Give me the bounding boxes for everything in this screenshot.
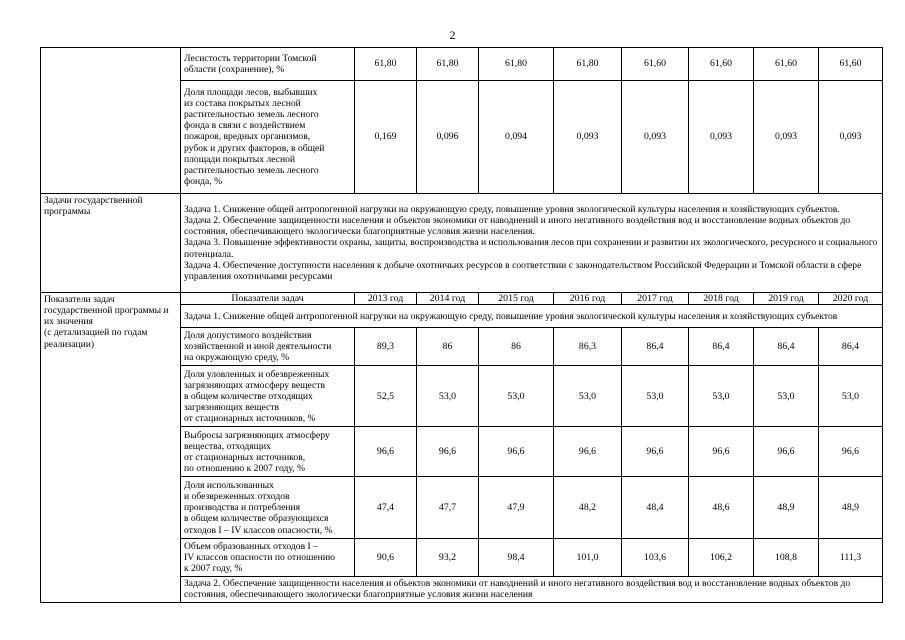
indicator-name: Доля использованных и обезвреженных отходов производства и потребления в общем количестве образующихся отходов I – IV классов опасности, % [181, 477, 355, 539]
value-cell: 86,4 [819, 328, 883, 366]
value-cell: 108,8 [754, 539, 819, 577]
value-cell: 96,6 [479, 427, 554, 477]
value-cell: 89,3 [355, 328, 417, 366]
value-cell: 93,2 [417, 539, 479, 577]
value-cell: 0,096 [417, 81, 479, 194]
value-cell: 47,7 [417, 477, 479, 539]
value-cell: 53,0 [479, 366, 554, 427]
indicator-name: Лесистость территории Томской области (сохранение), % [181, 48, 355, 81]
indicator-name: Доля площади лесов, выбывших из состава покрытых лесной растительностью земель лесного фонда в связи с воздействием пожаров, вредных организмов, рубок и других факторов, в общей площади покрытых лесной растительностью земель лесного фонда, % [181, 81, 355, 194]
value-cell: 96,6 [819, 427, 883, 477]
value-cell: 53,0 [622, 366, 689, 427]
program-table [40, 47, 883, 603]
value-cell: 96,6 [554, 427, 622, 477]
value-cell: 111,3 [819, 539, 883, 577]
value-cell: 0,093 [622, 81, 689, 194]
value-cell: 0,093 [689, 81, 754, 194]
value-cell: 96,6 [754, 427, 819, 477]
value-cell: 86 [417, 328, 479, 366]
value-cell: 48,9 [819, 477, 883, 539]
year-header: 2018 год [689, 293, 754, 305]
empty-section-cell [41, 48, 181, 194]
value-cell: 48,4 [622, 477, 689, 539]
table-row [41, 48, 883, 81]
year-header: 2014 год [417, 293, 479, 305]
value-cell: 53,0 [689, 366, 754, 427]
value-cell: 61,80 [479, 48, 554, 81]
page-number: 2 [449, 28, 456, 42]
value-cell: 96,6 [355, 427, 417, 477]
value-cell: 0,093 [754, 81, 819, 194]
header-row [41, 293, 883, 305]
value-cell: 96,6 [689, 427, 754, 477]
value-cell: 48,6 [689, 477, 754, 539]
value-cell: 0,169 [355, 81, 417, 194]
value-cell: 53,0 [554, 366, 622, 427]
value-cell: 61,60 [754, 48, 819, 81]
value-cell: 61,80 [554, 48, 622, 81]
value-cell: 61,60 [819, 48, 883, 81]
value-cell: 86,3 [554, 328, 622, 366]
value-cell: 0,093 [819, 81, 883, 194]
task-item: Задача 2. Обеспечение защищенности населения и объектов экономики от наводнений и иного негативного воздействия вод и восстановление водных объектов до состояния, обеспечивающего экологически благоприятные условия жизни населения. [184, 215, 851, 238]
value-cell: 61,80 [417, 48, 479, 81]
year-header: 2016 год [554, 293, 622, 305]
indicator-name: Доля допустимого воздействия хозяйственной и иной деятельности на окружающую среду, % [181, 328, 355, 366]
value-cell: 47,4 [355, 477, 417, 539]
year-header: 2017 год [622, 293, 689, 305]
value-cell: 53,0 [754, 366, 819, 427]
value-cell: 52,5 [355, 366, 417, 427]
value-cell: 48,9 [754, 477, 819, 539]
tasks-row [41, 194, 883, 293]
year-header: 2013 год [355, 293, 417, 305]
section-label-tasks: Задачи государственной программы [41, 194, 181, 293]
value-cell: 90,6 [355, 539, 417, 577]
tasks-list [181, 194, 883, 293]
value-cell: 61,60 [689, 48, 754, 81]
value-cell: 96,6 [622, 427, 689, 477]
value-cell: 61,60 [622, 48, 689, 81]
value-cell: 47,9 [479, 477, 554, 539]
task-item: Задача 1. Снижение общей антропогенной нагрузки на окружающую среду, повышение уровня экологической культуры населения и хозяйствующих субъектов. [184, 204, 840, 216]
value-cell: 96,6 [417, 427, 479, 477]
indicator-name: Выбросы загрязняющих атмосферу вещества, отходящих от стационарных источников, по отношению к 2007 году, % [181, 427, 355, 477]
value-cell: 86,4 [754, 328, 819, 366]
section-label-indicators: Показатели задач государственной программы и их значения (с детализацией по годам реализации) [41, 293, 181, 603]
task-item: Задача 3. Повышение эффективности охраны, защиты, воспроизводства и использования лесов при сохранении и развитии их экологического, ресурсного и социального потенциала. [184, 237, 878, 260]
value-cell: 86,4 [622, 328, 689, 366]
year-header: 2019 год [754, 293, 819, 305]
value-cell: 53,0 [819, 366, 883, 427]
value-cell: 98,4 [479, 539, 554, 577]
task-item: Задача 4. Обеспечение доступности населения к добыче охотничьих ресурсов в соответствии с законодательством Российской Федерации и Томской области в сфере управления охотничьими ресурсами [184, 259, 862, 282]
value-cell: 53,0 [417, 366, 479, 427]
task1-title: Задача 1. Снижение общей антропогенной нагрузки на окружающую среду, повышение уровня экологической культуры населения и хозяйствующих субъектов [181, 305, 883, 328]
value-cell: 0,094 [479, 81, 554, 194]
value-cell: 106,2 [689, 539, 754, 577]
year-header: 2020 год [819, 293, 883, 305]
column-header: Показатели задач [181, 293, 355, 305]
value-cell: 101,0 [554, 539, 622, 577]
indicator-name: Объем образованных отходов I – IV классов опасности по отношению к 2007 году, % [181, 539, 355, 577]
table-body [41, 48, 883, 603]
value-cell: 86,4 [689, 328, 754, 366]
task2-title: Задача 2. Обеспечение защищенности населения и объектов экономики от наводнений и иного негативного воздействия вод и восстановление водных объектов до состояния, обеспечивающего экологически благоприятные условия жизни населения [181, 577, 883, 602]
indicator-name: Доля уловленных и обезвреженных загрязняющих атмосферу веществ в общем количестве отходящих загрязняющих веществ от стационарных источников, % [181, 366, 355, 427]
value-cell: 103,6 [622, 539, 689, 577]
year-header: 2015 год [479, 293, 554, 305]
value-cell: 48,2 [554, 477, 622, 539]
value-cell: 0,093 [554, 81, 622, 194]
value-cell: 86 [479, 328, 554, 366]
value-cell: 61,80 [355, 48, 417, 81]
